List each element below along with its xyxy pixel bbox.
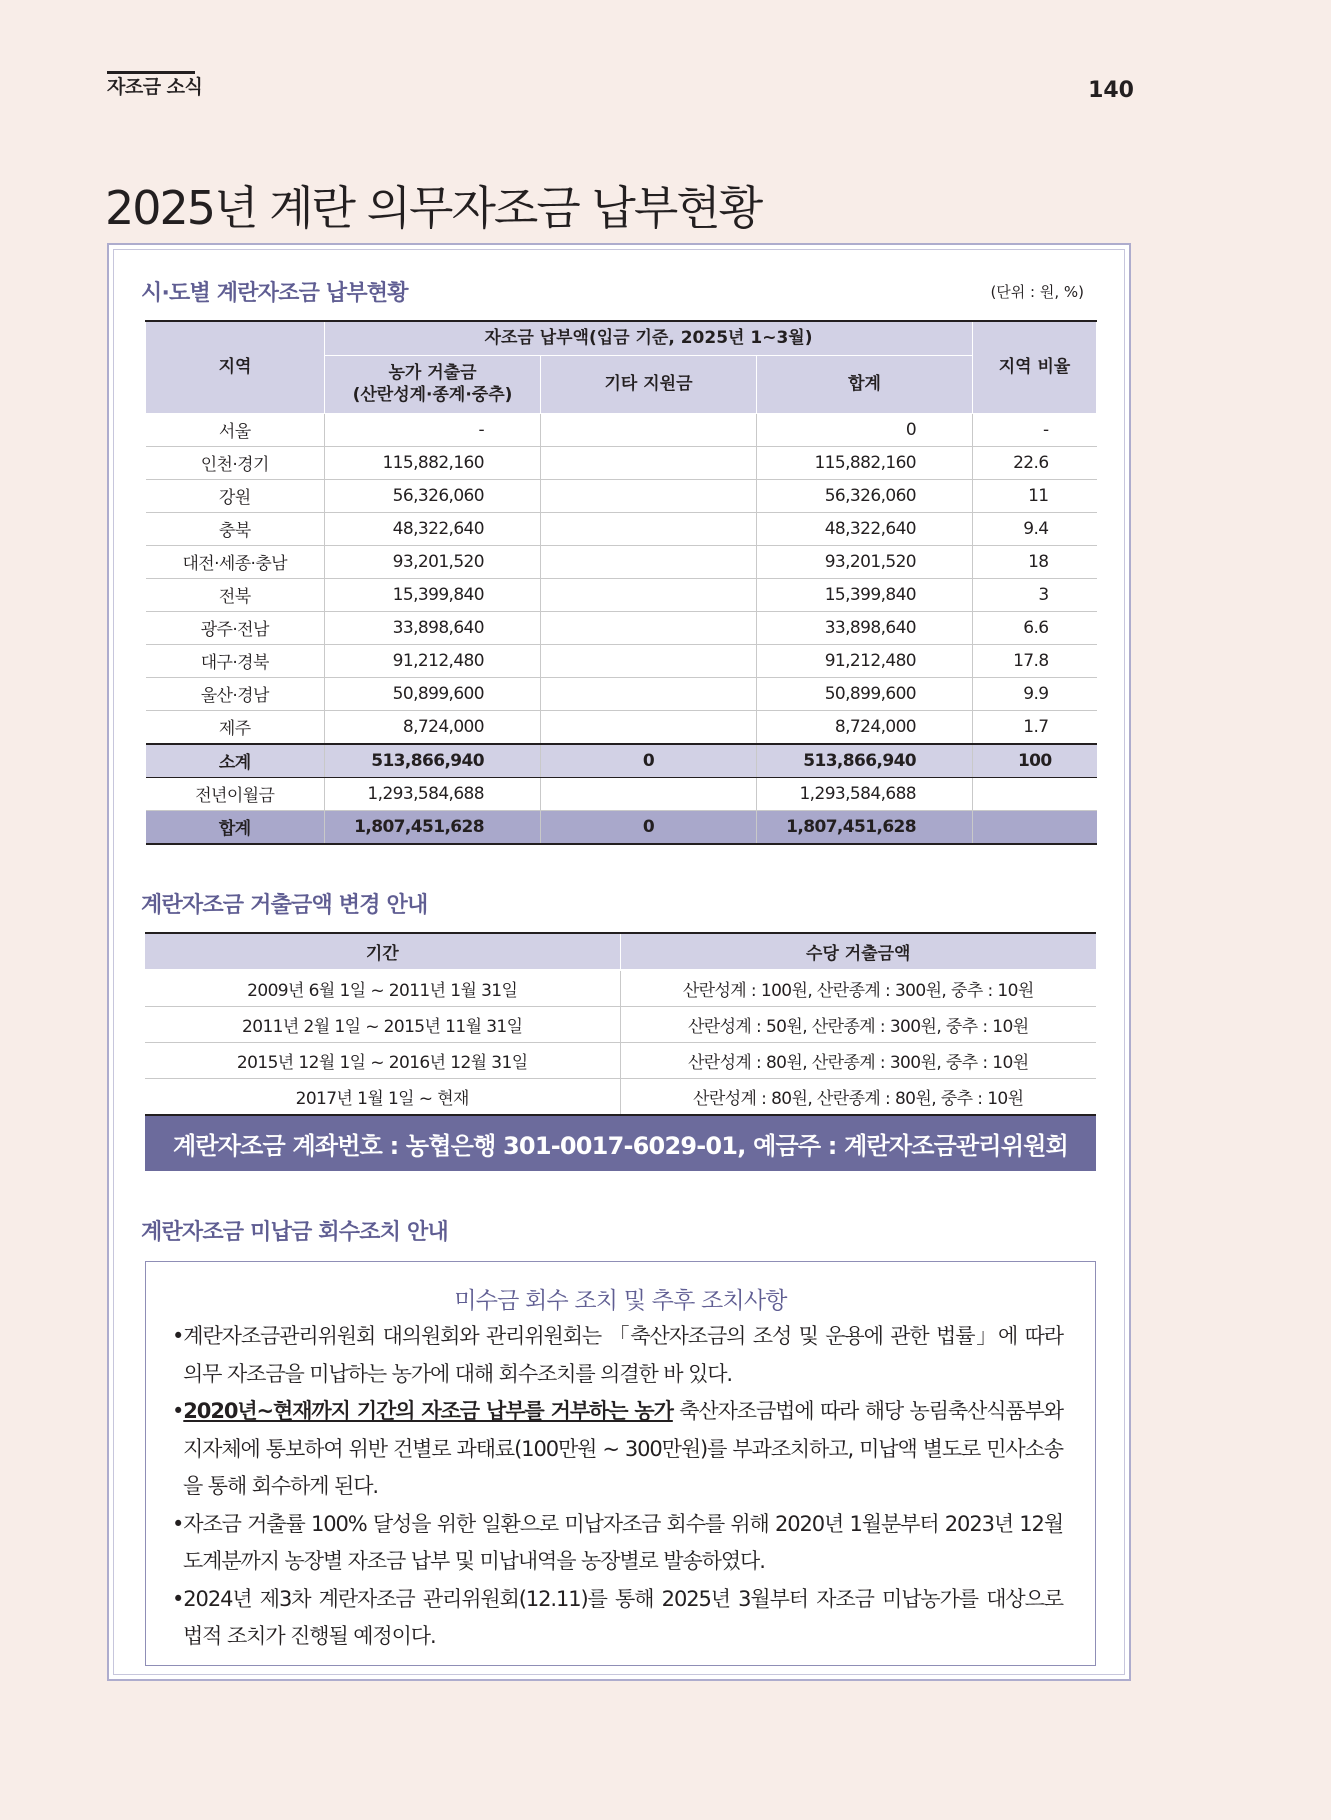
cell-total: 0 — [757, 413, 973, 446]
cell-amount: 산란성계 : 80원, 산란종계 : 300원, 중추 : 10원 — [620, 1043, 1096, 1079]
cell-other: 0 — [541, 810, 757, 844]
cell-total: 1,293,584,688 — [757, 777, 973, 810]
region-row — [146, 545, 1097, 578]
cell-ratio: 11 — [973, 479, 1097, 512]
cell-other — [541, 479, 757, 512]
cell-total: 48,322,640 — [757, 512, 973, 545]
cell-ratio — [973, 810, 1097, 844]
region-row — [146, 611, 1097, 644]
col-header-farm — [325, 355, 541, 413]
cell-region: 소계 — [146, 744, 325, 778]
cell-region: 전북 — [146, 578, 325, 611]
cell-region: 충북 — [146, 512, 325, 545]
cell-other — [541, 644, 757, 677]
cell-region: 대구·경북 — [146, 644, 325, 677]
cell-farm: 56,326,060 — [325, 479, 541, 512]
col-header-ratio: 지역 비율 — [973, 321, 1097, 413]
cell-ratio: 22.6 — [973, 446, 1097, 479]
content-panel — [107, 243, 1131, 1681]
cell-ratio: 1.7 — [973, 710, 1097, 744]
cell-period: 2015년 12월 1일 ~ 2016년 12월 31일 — [145, 1043, 620, 1079]
cell-period: 2009년 6월 1일 ~ 2011년 1월 31일 — [145, 970, 620, 1007]
page-title: 2025년 계란 의무자조금 납부현황 — [105, 181, 762, 235]
cell-farm: 91,212,480 — [325, 644, 541, 677]
cell-period: 2011년 2월 1일 ~ 2015년 11월 31일 — [145, 1007, 620, 1043]
payment-status-table — [145, 320, 1097, 845]
cell-amount: 산란성계 : 100원, 산란종계 : 300원, 중추 : 10원 — [620, 970, 1096, 1007]
col-header-farm-line2: (산란성계·종계·중추) — [352, 385, 513, 405]
cell-total: 33,898,640 — [757, 611, 973, 644]
cell-total: 115,882,160 — [757, 446, 973, 479]
cell-other — [541, 677, 757, 710]
cell-farm: 50,899,600 — [325, 677, 541, 710]
page-number: 140 — [1088, 78, 1134, 103]
cell-other — [541, 710, 757, 744]
notice-list — [172, 1318, 1063, 1656]
region-row — [146, 644, 1097, 677]
cell-farm: 1,293,584,688 — [325, 777, 541, 810]
col-header-region: 지역 — [146, 321, 325, 413]
cell-ratio: 100 — [973, 744, 1097, 778]
cell-farm: 93,201,520 — [325, 545, 541, 578]
cell-region: 강원 — [146, 479, 325, 512]
region-row — [146, 413, 1097, 446]
levy-change-table — [145, 932, 1096, 1116]
cell-other — [541, 611, 757, 644]
cell-farm: 15,399,840 — [325, 578, 541, 611]
region-row — [146, 710, 1097, 744]
cell-other — [541, 446, 757, 479]
col-header-other: 기타 지원금 — [541, 355, 757, 413]
cell-other — [541, 413, 757, 446]
levy-change-heading: 계란자조금 거출금액 변경 안내 — [141, 893, 428, 918]
cell-region: 제주 — [146, 710, 325, 744]
cell-other — [541, 512, 757, 545]
col-header-farm-line1: 농가 거출금 — [388, 362, 477, 383]
notice-box-title: 미수금 회수 조치 및 추후 조치사항 — [454, 1288, 787, 1314]
cell-farm: 8,724,000 — [325, 710, 541, 744]
levy-row — [145, 970, 1096, 1007]
cell-ratio: - — [973, 413, 1097, 446]
notice-item: • 2024년 제3차 계란자조금 관리위원회(12.11)를 통해 2025년 3월부터 자조금 미납농가를 대상으로 법적 조치가 진행될 예정이다. — [172, 1581, 1063, 1656]
collection-notice-box — [145, 1261, 1096, 1666]
cell-total: 8,724,000 — [757, 710, 973, 744]
panel-inner-border — [113, 249, 1125, 1675]
collection-heading: 계란자조금 미납금 회수조치 안내 — [141, 1220, 448, 1245]
cell-region: 광주·전남 — [146, 611, 325, 644]
region-row — [146, 446, 1097, 479]
levy-row — [145, 1043, 1096, 1079]
levy-row — [145, 1007, 1096, 1043]
cell-total: 91,212,480 — [757, 644, 973, 677]
cell-ratio: 6.6 — [973, 611, 1097, 644]
section-tag: 자조금 소식 — [107, 76, 203, 98]
subtotal-row — [146, 744, 1097, 778]
cell-total: 93,201,520 — [757, 545, 973, 578]
region-row — [146, 479, 1097, 512]
unit-note: (단위 : 원, %) — [990, 283, 1084, 301]
cell-other: 0 — [541, 744, 757, 778]
cell-region: 합계 — [146, 810, 325, 844]
col-header-amount: 수당 거출금액 — [620, 933, 1096, 970]
cell-other — [541, 545, 757, 578]
cell-total: 56,326,060 — [757, 479, 973, 512]
cell-other — [541, 777, 757, 810]
cell-farm: 33,898,640 — [325, 611, 541, 644]
cell-total: 1,807,451,628 — [757, 810, 973, 844]
col-header-period: 기간 — [145, 933, 620, 970]
cell-total: 513,866,940 — [757, 744, 973, 778]
cell-ratio: 9.4 — [973, 512, 1097, 545]
cell-other — [541, 578, 757, 611]
cell-region: 대전·세종·충남 — [146, 545, 325, 578]
cell-ratio: 3 — [973, 578, 1097, 611]
payment-status-body — [146, 413, 1097, 844]
cell-farm: 513,866,940 — [325, 744, 541, 778]
cell-ratio: 17.8 — [973, 644, 1097, 677]
cell-region: 서울 — [146, 413, 325, 446]
cell-farm: 48,322,640 — [325, 512, 541, 545]
region-row — [146, 677, 1097, 710]
cell-total: 50,899,600 — [757, 677, 973, 710]
region-row — [146, 578, 1097, 611]
cell-region: 전년이월금 — [146, 777, 325, 810]
notice-item: • 계란자조금관리위원회 대의원회와 관리위원회는 「축산자조금의 조성 및 운용에 관한 법률」에 따라 의무 자조금을 미납하는 농가에 대해 회수조치를 의결한 바 있다. — [172, 1318, 1063, 1393]
col-header-total: 합계 — [757, 355, 973, 413]
region-row — [146, 512, 1097, 545]
cell-amount: 산란성계 : 80원, 산란종계 : 80원, 중추 : 10원 — [620, 1079, 1096, 1116]
cell-region: 울산·경남 — [146, 677, 325, 710]
payment-status-heading: 시·도별 계란자조금 납부현황 — [141, 281, 408, 306]
cell-farm: 1,807,451,628 — [325, 810, 541, 844]
cell-ratio: 9.9 — [973, 677, 1097, 710]
levy-change-body — [145, 970, 1096, 1115]
notice-item-emphasis: 2020년~현재까지 기간의 자조금 납부를 거부하는 농가 — [183, 1399, 673, 1423]
carryover-row — [146, 777, 1097, 810]
cell-region: 인천·경기 — [146, 446, 325, 479]
col-header-group: 자조금 납부액(입금 기준, 2025년 1~3월) — [325, 321, 973, 355]
cell-period: 2017년 1월 1일 ~ 현재 — [145, 1079, 620, 1116]
notice-item — [172, 1393, 1063, 1506]
account-banner: 계란자조금 계좌번호 : 농협은행 301-0017-6029-01, 예금주 : 계란자조금관리위원회 — [145, 1116, 1096, 1171]
grand-total-row — [146, 810, 1097, 844]
levy-row — [145, 1079, 1096, 1116]
notice-item: • 자조금 거출률 100% 달성을 위한 일환으로 미납자조금 회수를 위해 2020년 1월분부터 2023년 12월 도계분까지 농장별 자조금 납부 및 미납내역을 농장별로 발송하였다. — [172, 1506, 1063, 1581]
cell-amount: 산란성계 : 50원, 산란종계 : 300원, 중추 : 10원 — [620, 1007, 1096, 1043]
cell-ratio — [973, 777, 1097, 810]
cell-total: 15,399,840 — [757, 578, 973, 611]
cell-ratio: 18 — [973, 545, 1097, 578]
cell-farm: 115,882,160 — [325, 446, 541, 479]
notice-item-text: 축산자조금법에 따라 해당 농림축산식품부와 지자체에 통보하여 위반 건별로 과태료(100만원 ~ 300만원)를 부과조치하고, 미납액 별도로 민사소송을 통해 회수하게 된다. — [183, 1399, 1063, 1498]
cell-farm: - — [325, 413, 541, 446]
